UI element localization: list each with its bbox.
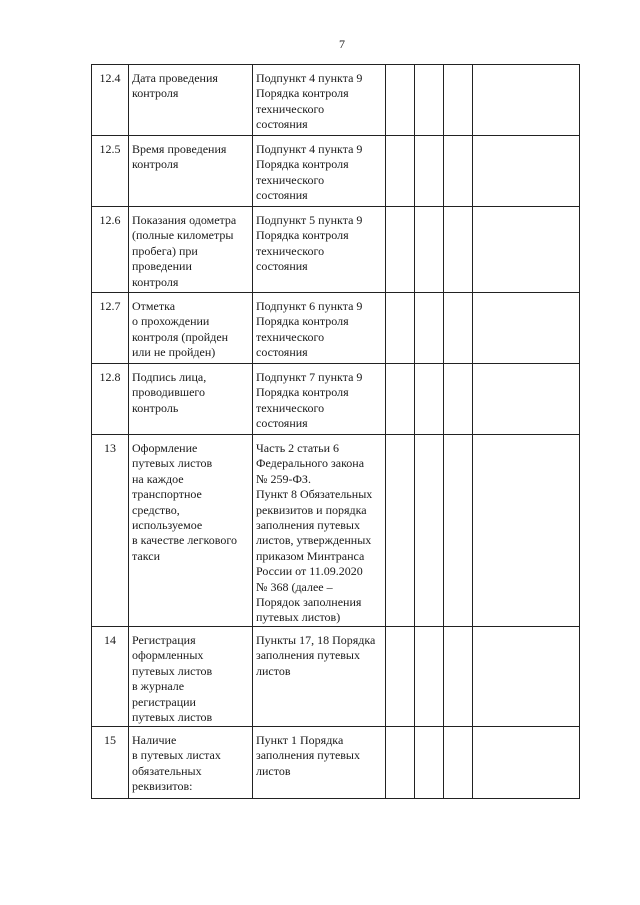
legal-reference: Часть 2 статьи 6 Федерального закона № 259-ФЗ. Пункт 8 Обязательных реквизитов и порядка заполнения путевых листов, утвержденных приказом Минтранса России от 11.09.2020 № 368 (далее – Порядок заполнения путевых листов) — [253, 435, 386, 627]
notes-cell — [473, 207, 580, 293]
answer-na-cell — [444, 726, 473, 798]
answer-na-cell — [444, 65, 473, 136]
answer-no-cell — [415, 293, 444, 364]
legal-reference: Подпункт 7 пункта 9 Порядка контроля технического состояния — [253, 364, 386, 435]
row-number: 13 — [92, 435, 129, 627]
requirement-name: Дата проведения контроля — [129, 65, 253, 136]
legal-reference: Подпункт 4 пункта 9 Порядка контроля технического состояния — [253, 65, 386, 136]
answer-na-cell — [444, 136, 473, 207]
table-row — [92, 626, 580, 726]
row-number: 12.4 — [92, 65, 129, 136]
legal-reference: Пункты 17, 18 Порядка заполнения путевых листов — [253, 626, 386, 726]
table-row — [92, 136, 580, 207]
legal-reference: Подпункт 4 пункта 9 Порядка контроля технического состояния — [253, 136, 386, 207]
requirements-table — [91, 64, 580, 799]
requirement-name: Время проведения контроля — [129, 136, 253, 207]
legal-reference: Пункт 1 Порядка заполнения путевых листов — [253, 726, 386, 798]
requirement-name: Оформление путевых листов на каждое транспортное средство, используемое в качестве легкового такси — [129, 435, 253, 627]
table-row — [92, 207, 580, 293]
requirement-name: Отметка о прохождении контроля (пройден или не пройден) — [129, 293, 253, 364]
notes-cell — [473, 136, 580, 207]
notes-cell — [473, 726, 580, 798]
row-number: 14 — [92, 626, 129, 726]
answer-no-cell — [415, 726, 444, 798]
notes-cell — [473, 65, 580, 136]
requirement-name: Наличие в путевых листах обязательных реквизитов: — [129, 726, 253, 798]
answer-no-cell — [415, 207, 444, 293]
notes-cell — [473, 364, 580, 435]
row-number: 12.8 — [92, 364, 129, 435]
answer-no-cell — [415, 626, 444, 726]
answer-no-cell — [415, 435, 444, 627]
answer-na-cell — [444, 626, 473, 726]
answer-yes-cell — [386, 726, 415, 798]
answer-na-cell — [444, 293, 473, 364]
notes-cell — [473, 435, 580, 627]
answer-yes-cell — [386, 626, 415, 726]
requirement-name: Подпись лица, проводившего контроль — [129, 364, 253, 435]
answer-yes-cell — [386, 435, 415, 627]
answer-yes-cell — [386, 293, 415, 364]
table-row — [92, 364, 580, 435]
answer-no-cell — [415, 136, 444, 207]
page-number: 7 — [339, 37, 345, 51]
table-row — [92, 65, 580, 136]
answer-na-cell — [444, 364, 473, 435]
answer-yes-cell — [386, 364, 415, 435]
row-number: 12.5 — [92, 136, 129, 207]
answer-no-cell — [415, 65, 444, 136]
notes-cell — [473, 293, 580, 364]
requirement-name: Регистрация оформленных путевых листов в журнале регистрации путевых листов — [129, 626, 253, 726]
table-row — [92, 293, 580, 364]
answer-na-cell — [444, 435, 473, 627]
notes-cell — [473, 626, 580, 726]
table-row — [92, 435, 580, 627]
row-number: 12.6 — [92, 207, 129, 293]
legal-reference: Подпункт 5 пункта 9 Порядка контроля технического состояния — [253, 207, 386, 293]
answer-yes-cell — [386, 65, 415, 136]
answer-no-cell — [415, 364, 444, 435]
answer-yes-cell — [386, 136, 415, 207]
answer-yes-cell — [386, 207, 415, 293]
table-row — [92, 726, 580, 798]
legal-reference: Подпункт 6 пункта 9 Порядка контроля технического состояния — [253, 293, 386, 364]
requirement-name: Показания одометра (полные километры пробега) при проведении контроля — [129, 207, 253, 293]
answer-na-cell — [444, 207, 473, 293]
row-number: 12.7 — [92, 293, 129, 364]
row-number: 15 — [92, 726, 129, 798]
